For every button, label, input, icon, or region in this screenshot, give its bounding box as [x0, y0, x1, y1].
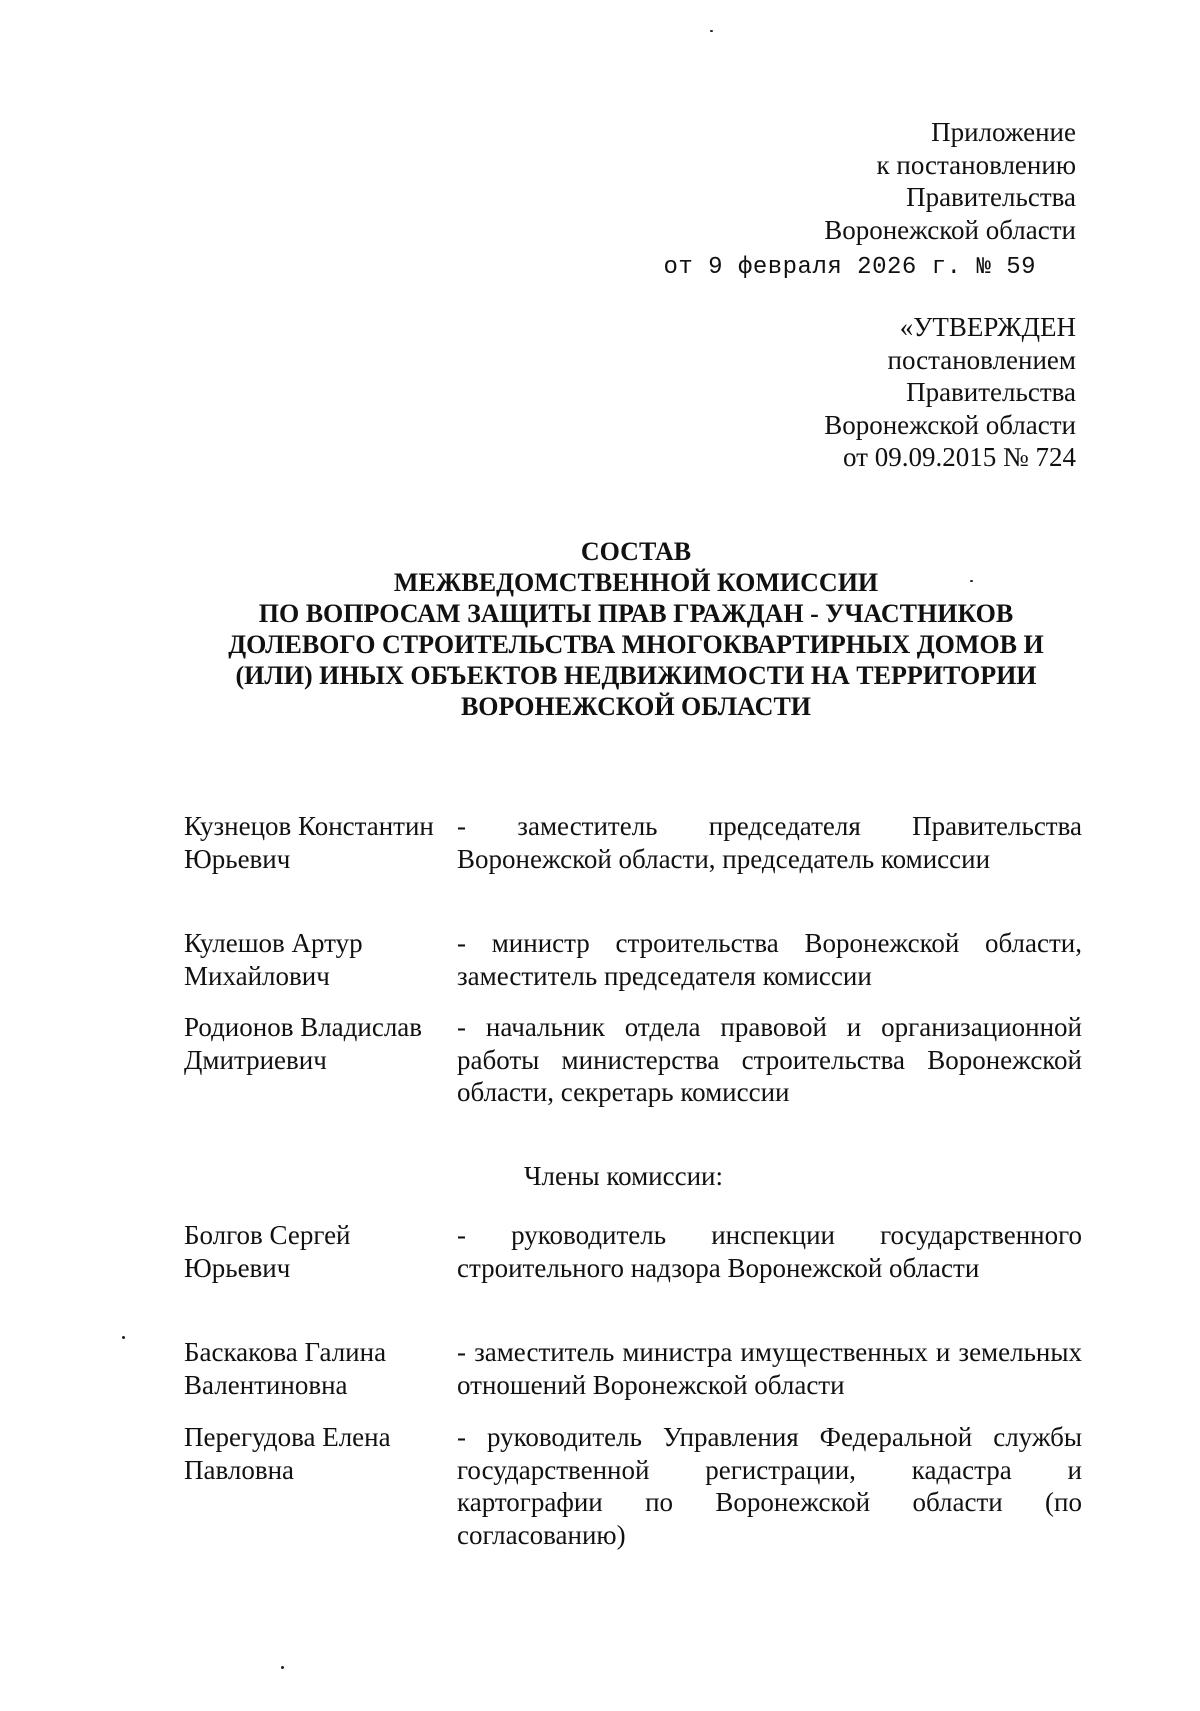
- document-title: [186, 536, 1086, 722]
- decree-date: от 9 февраля 2026 г. № 59: [663, 254, 1036, 281]
- member-name: Баскакова Галина Валентиновна: [184, 1337, 387, 1400]
- scan-speck: [281, 1666, 284, 1669]
- scan-speck: [122, 1336, 125, 1339]
- approval-line: Воронежской области: [824, 409, 1076, 440]
- member-row: [184, 1421, 1084, 1556]
- members-heading: Члены комиссии:: [524, 1161, 723, 1191]
- approval-header: [824, 311, 1076, 474]
- appendix-line: Приложение: [931, 117, 1076, 147]
- scan-speck: [710, 30, 713, 32]
- approval-line: «УТВЕРЖДЕН: [899, 312, 1076, 342]
- title-line: (ИЛИ) ИНЫХ ОБЪЕКТОВ НЕДВИЖИМОСТИ НА ТЕРРИТОРИИ: [235, 661, 1037, 690]
- member-row: [184, 1219, 1084, 1289]
- member-row: [184, 1011, 1084, 1111]
- member-row: [184, 810, 1084, 910]
- appendix-header: [824, 116, 1076, 246]
- appendix-line: Правительства: [906, 182, 1076, 212]
- member-name: Кулешов Артур Михайлович: [184, 928, 363, 991]
- member-role: - начальник отдела правовой и организационной работы министерства строительства Воронежской области, секретарь комиссии: [457, 1012, 1082, 1107]
- title-line: ПО ВОПРОСАМ ЗАЩИТЫ ПРАВ ГРАЖДАН - УЧАСТНИКОВ: [258, 599, 1014, 628]
- member-name: Болгов Сергей Юрьевич: [184, 1220, 351, 1283]
- scan-speck: [970, 580, 973, 582]
- member-row: [184, 1336, 1084, 1406]
- member-name: Кузнецов Константин Юрьевич: [184, 811, 434, 874]
- member-role: - заместитель председателя Правительства Воронежской области, председатель комиссии: [457, 811, 1082, 874]
- approval-line: Правительства: [906, 377, 1076, 407]
- member-name: Родионов Владислав Дмитриевич: [184, 1012, 423, 1075]
- member-role: - руководитель инспекции государственного строительного надзора Воронежской области: [457, 1220, 1082, 1283]
- title-line: ВОРОНЕЖСКОЙ ОБЛАСТИ: [460, 692, 812, 721]
- appendix-line: к постановлению: [876, 149, 1076, 180]
- member-name: Перегудова Елена Павловна: [184, 1422, 391, 1485]
- approval-line: от 09.09.2015 № 724: [843, 442, 1076, 472]
- member-role: - заместитель министра имущественных и земельных отношений Воронежской области: [457, 1337, 1082, 1400]
- approval-line: постановлением: [887, 344, 1076, 375]
- title-line: ДОЛЕВОГО СТРОИТЕЛЬСТВА МНОГОКВАРТИРНЫХ ДОМОВ И: [228, 630, 1044, 659]
- member-role: - руководитель Управления Федеральной службы государственной регистрации, кадастра и картографии по Воронежской области (по согласованию): [457, 1422, 1082, 1550]
- member-row: [184, 927, 1084, 997]
- member-role: - министр строительства Воронежской области, заместитель председателя комиссии: [457, 928, 1082, 991]
- appendix-line: Воронежской области: [824, 214, 1076, 245]
- title-line: СОСТАВ: [580, 537, 692, 566]
- title-line: МЕЖВЕДОМСТВЕННОЙ КОМИССИИ: [393, 568, 879, 597]
